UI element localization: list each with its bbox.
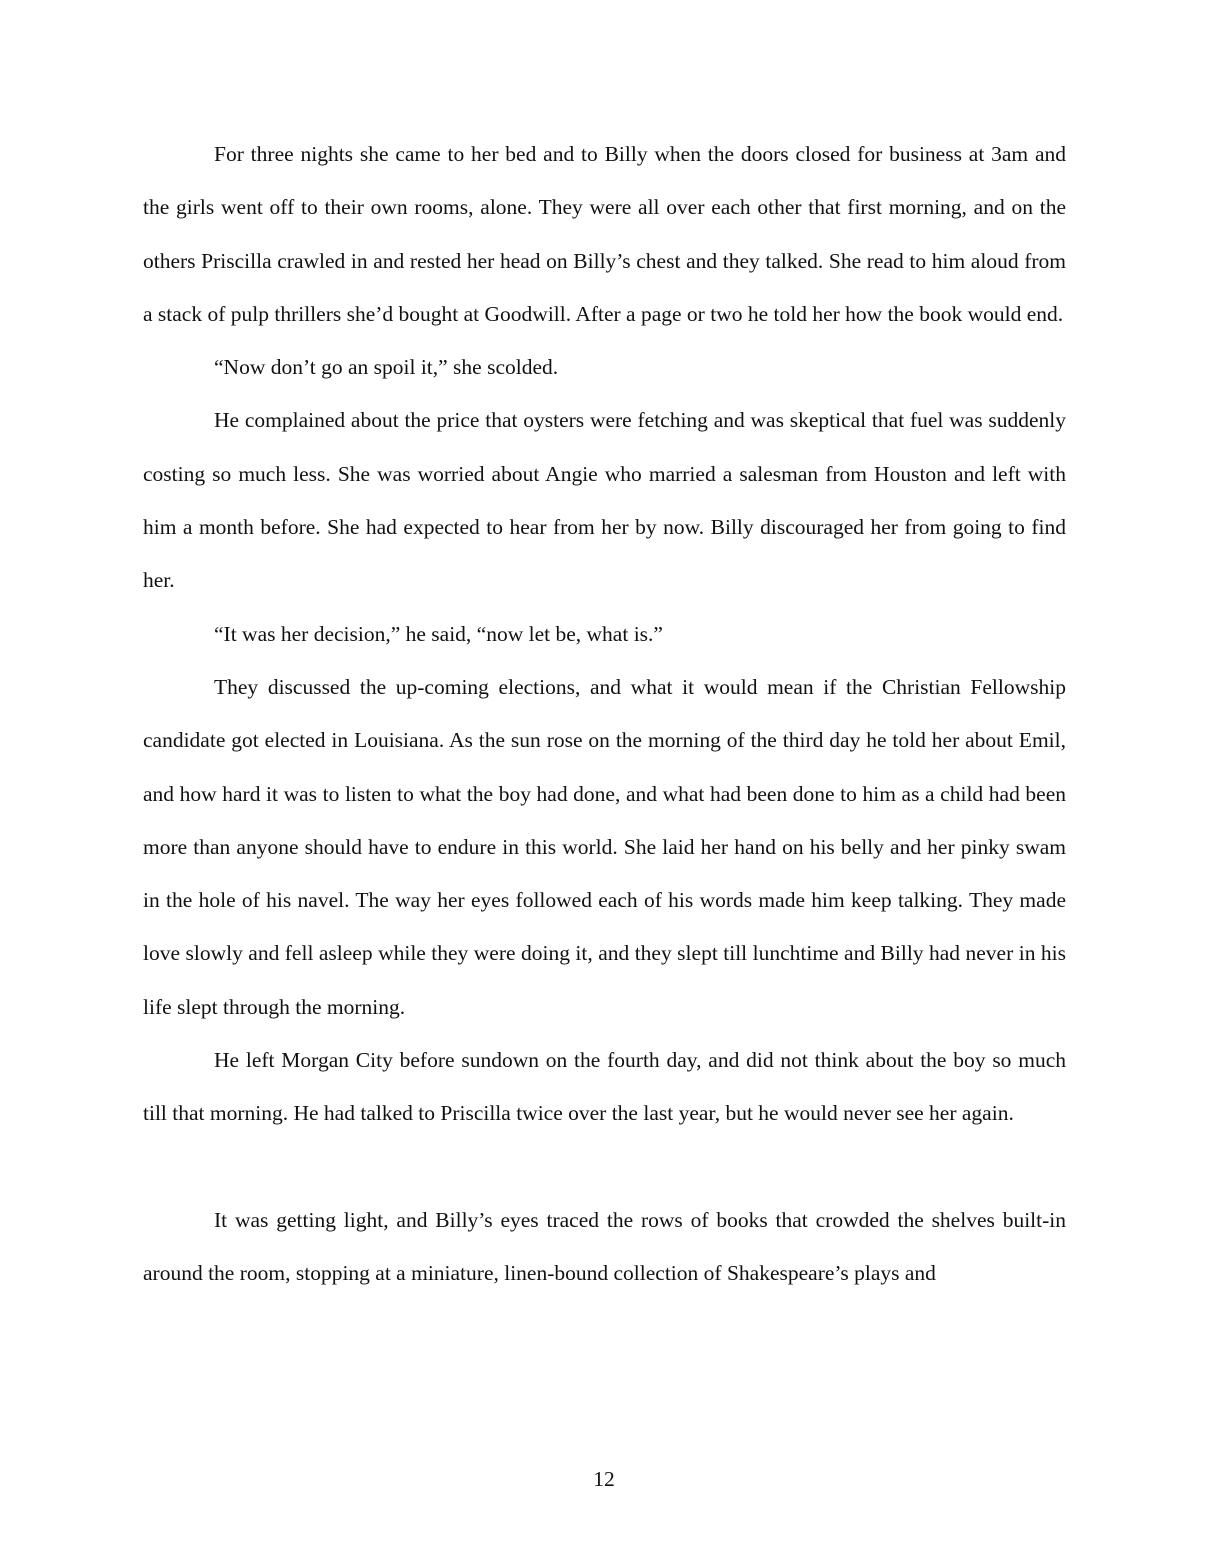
paragraph: They discussed the up-coming elections, and what it would mean if the Christian Fellowship candidate got elected in Louisiana. As the sun rose on the morning of the third day he told her about Emil, and how hard it was to listen to what the boy had done, and what had been done to him as a child had been more than anyone should have to endure in this world. She laid her hand on his belly and her pinky swam in the hole of his navel. The way her eyes followed each of his words made him keep talking. They made love slowly and fell asleep while they were doing it, and they slept till lunchtime and Billy had never in his life slept through the morning. — [143, 674, 1066, 1019]
page-number: 12 — [593, 1467, 615, 1491]
paragraph: It was getting light, and Billy’s eyes traced the rows of books that crowded the shelves built-in around the room, stopping at a miniature, linen-bound collection of Shakespeare’s plays and — [143, 1207, 1066, 1286]
paragraph: He left Morgan City before sundown on the fourth day, and did not think about the boy so much till that morning. He had talked to Priscilla twice over the last year, but he would never see her again. — [143, 1048, 1066, 1126]
paragraph: For three nights she came to her bed and to Billy when the doors closed for business at 3am and the girls went off to their own rooms, alone. They were all over each other that first morning, and on the others Priscilla crawled in and rested her head on Billy’s chest and they talked. She read to him aloud from a stack of pulp thrillers she’d bought at Goodwill. After a page or two he told her how the book would end. — [143, 142, 1066, 326]
paragraph: “Now don’t go an spoil it,” she scolded. — [214, 355, 559, 380]
body-text — [143, 128, 1066, 1301]
paragraph: He complained about the price that oysters were fetching and was skeptical that fuel was suddenly costing so much less. She was worried about Angie who married a salesman from Houston and left with him a month before. She had expected to hear from her by now. Billy discouraged her from going to find her. — [143, 408, 1066, 593]
paragraph: “It was her decision,” he said, “now let be, what is.” — [214, 621, 663, 646]
